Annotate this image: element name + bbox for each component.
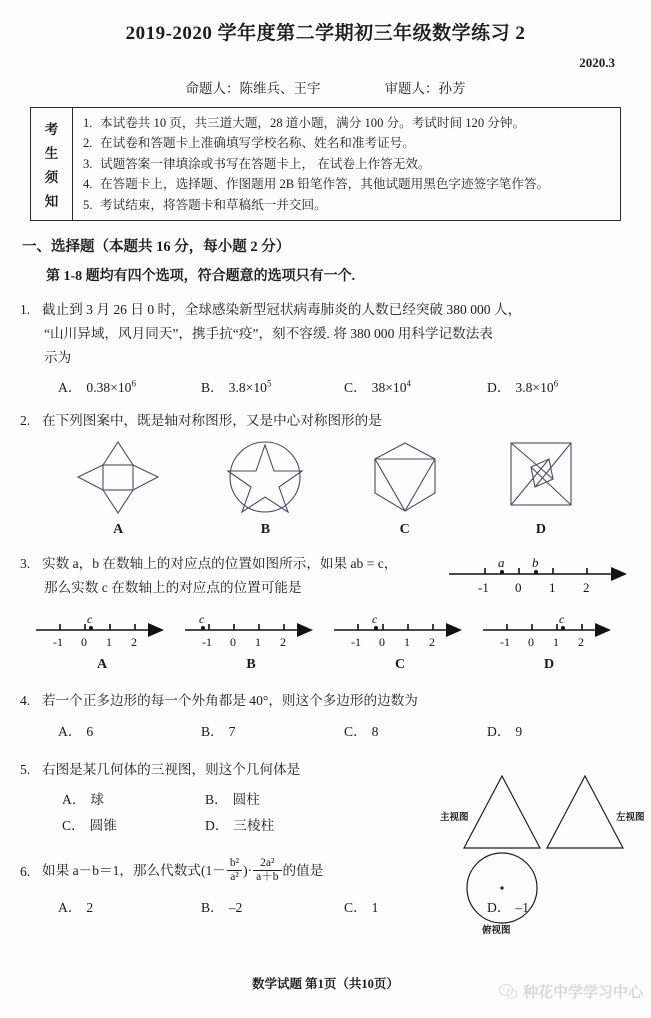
notice-item-number: 1.	[83, 116, 93, 130]
question-text-line: 示为	[44, 349, 72, 365]
numberline-icon	[181, 611, 321, 651]
option-a[interactable]	[32, 611, 172, 673]
notice-item-text: 本试卷共 10 页，共三道大题，28 道小题，满分 100 分。考试时间 120 分钟。	[100, 116, 526, 130]
notice-item	[83, 154, 612, 174]
notice-label-char: 须	[44, 169, 59, 185]
numberline-icon	[330, 611, 470, 651]
notice-item-text: 在答题卡上，选择题、作图题用 2B 铅笔作答，其他试题用黑色字迹签字笔作答。	[100, 177, 550, 192]
option-caption: B	[246, 657, 256, 673]
left-view-label: 左视图	[616, 812, 645, 823]
svg-text:2: 2	[280, 635, 286, 650]
question-text-line: 那么实数 c 在数轴上的对应点的位置可能是	[44, 579, 302, 595]
question-number: 3.	[20, 556, 31, 572]
question-1	[18, 298, 633, 396]
option-a[interactable]: A． 6	[58, 723, 94, 739]
fraction-one: $\frac{\text{b²}}{\text{a²}}$	[227, 857, 242, 885]
question-formula	[42, 858, 633, 886]
option-b[interactable]: B． –2	[201, 899, 243, 915]
question-text-line: 在下列图案中，既是轴对称图形，又是中心对称图形的是	[42, 413, 382, 429]
formula-prefix: 如果 a－b＝1，那么代数式	[42, 862, 201, 878]
option-a[interactable]: A． 2	[58, 899, 94, 915]
question-text-line: “山川异域，风月同天”，携手抗“疫”，刻不容缓. 将 380 000 用科学记数法表	[44, 325, 493, 341]
svg-text:2: 2	[578, 635, 584, 650]
question-text-line: 实数 a，b 在数轴上的对应点的位置如图所示，如果 ab = c，	[42, 556, 398, 572]
figure-option-d[interactable]	[501, 439, 581, 538]
question-number: 1.	[20, 301, 31, 317]
svg-text:c: c	[199, 612, 205, 627]
option-c[interactable]	[330, 611, 470, 673]
byline	[18, 77, 633, 97]
page-footer: 数学试题 第1页（共10页）	[252, 977, 399, 991]
notice-item-number: 2.	[83, 136, 93, 151]
svg-text:-1: -1	[53, 635, 63, 650]
question-3-options	[18, 611, 633, 673]
option-c[interactable]: C． 8	[344, 723, 379, 739]
front-view-label: 主视图	[440, 812, 469, 823]
figure-caption: A	[113, 522, 124, 538]
watermark-text: 种花中学学习中心	[522, 984, 643, 1001]
notice-item-number: 3.	[83, 156, 93, 171]
option-a[interactable]: A． $0.38\times 10^6$	[58, 378, 136, 396]
option-c[interactable]: C． $38\times 10^4$	[344, 378, 412, 396]
reviewer-label: 审题人：孙芳	[384, 81, 466, 96]
fraction-two: $\frac{\text{2a²}}{a+b}$	[253, 857, 281, 885]
notice-item	[83, 195, 612, 215]
numberline-ab-icon	[443, 554, 631, 596]
question-number: 6.	[20, 863, 31, 879]
pinwheel-square-icon	[501, 439, 581, 515]
top-view-label: 俯视图	[482, 925, 511, 935]
question-number: 5.	[20, 761, 31, 777]
option-d[interactable]: D． –1	[487, 899, 530, 915]
svg-text:1: 1	[553, 635, 559, 650]
svg-text:-1: -1	[478, 580, 489, 596]
notice-item-text: 考试结束，将答题卡和草稿纸一并交回。	[100, 197, 327, 212]
numberline-icon	[32, 611, 172, 651]
notice-label-char: 生	[44, 145, 59, 161]
option-d[interactable]	[479, 611, 619, 673]
option-d[interactable]: D． $3.8\times 10^6$	[487, 378, 559, 396]
svg-text:-1: -1	[351, 635, 361, 650]
given-numberline	[443, 554, 633, 601]
svg-text:c: c	[559, 612, 565, 627]
figure-option-a[interactable]	[70, 439, 166, 538]
figure-caption: C	[399, 522, 410, 538]
question-text-line: 若一个正多边形的每一个外角都是 40°，则这个多边形的边数为	[42, 693, 418, 709]
question-6-options	[58, 896, 633, 916]
svg-text:2: 2	[583, 580, 590, 596]
notice-item	[83, 174, 612, 194]
notice-item-number: 5.	[83, 197, 93, 212]
question-text-line: 右图是某几何体的三视图，则这个几何体是	[42, 761, 301, 777]
svg-text:b: b	[532, 555, 539, 571]
hexagon-with-diagonals-icon	[365, 439, 445, 515]
section-subheading: 第 1-8 题均有四个选项，符合题意的选项只有一个.	[46, 268, 356, 284]
option-caption: C	[394, 657, 406, 673]
svg-text:c: c	[372, 612, 378, 627]
figure-caption: D	[535, 522, 546, 538]
figure-caption: B	[260, 522, 271, 538]
option-b[interactable]: B． 7	[201, 723, 236, 739]
svg-text:1: 1	[106, 635, 112, 650]
option-d[interactable]: D． 9	[487, 723, 523, 739]
question-4-options	[58, 720, 633, 740]
svg-text:0: 0	[379, 635, 385, 650]
notice-label-char: 知	[44, 193, 59, 209]
svg-text:1: 1	[549, 580, 556, 596]
svg-text:-1: -1	[202, 635, 212, 650]
question-2-figures	[18, 439, 633, 538]
question-6	[18, 858, 633, 916]
notice-item-text: 试题答案一律填涂或书写在答题卡上， 在试卷上作答无效。	[100, 156, 431, 171]
svg-text:1: 1	[255, 635, 261, 650]
exam-page	[0, 18, 651, 1018]
svg-text:0: 0	[515, 580, 522, 596]
svg-text:2: 2	[131, 635, 137, 650]
question-3	[18, 552, 633, 673]
option-a[interactable]: A． 球	[62, 791, 105, 807]
question-number: 2.	[20, 413, 31, 429]
notice-item	[83, 113, 612, 133]
formula-open: (1－	[200, 862, 226, 878]
figure-option-c[interactable]	[365, 439, 445, 538]
wechat-icon	[499, 983, 518, 1000]
option-c[interactable]: C． 1	[344, 899, 379, 915]
author-label: 命题人：陈维兵、王宇	[185, 81, 321, 96]
notice-item	[83, 133, 612, 153]
option-d[interactable]: D． 三棱柱	[205, 817, 275, 833]
watermark	[499, 981, 643, 1002]
question-4	[18, 689, 633, 740]
question-1-options	[58, 376, 633, 396]
svg-text:a: a	[498, 555, 505, 571]
option-b[interactable]: B． $3.8\times 10^5$	[201, 378, 272, 396]
candidate-notice-box	[30, 107, 621, 221]
option-b[interactable]	[181, 611, 321, 673]
svg-text:1: 1	[404, 635, 410, 650]
svg-text:2: 2	[429, 635, 435, 650]
exam-date: 2020.3	[579, 55, 615, 70]
question-text-line: 截止到 3 月 26 日 0 时，全球感染新型冠状病毒肺炎的人数已经突破 380 000 人，	[42, 301, 522, 317]
notice-item-text: 在试卷和答题卡上准确填写学校名称、姓名和准考证号。	[100, 136, 415, 151]
notice-label-column	[31, 108, 73, 220]
notice-label-char: 考	[44, 121, 59, 137]
svg-text:c: c	[87, 612, 93, 627]
svg-text:-1: -1	[500, 635, 510, 650]
svg-text:0: 0	[230, 635, 236, 650]
formula-mid: )·	[243, 862, 253, 878]
page-title: 2019-2020 学年度第二学期初三年级数学练习 2	[125, 23, 526, 44]
option-c[interactable]: C． 圆锥	[62, 817, 117, 833]
square-with-four-triangles-icon	[70, 439, 166, 515]
star-in-circle-icon	[222, 439, 308, 515]
option-b[interactable]: B． 圆柱	[205, 791, 260, 807]
option-caption: A	[96, 657, 108, 673]
question-number: 4.	[20, 693, 31, 709]
formula-suffix: 的值是	[282, 862, 324, 878]
svg-text:0: 0	[81, 635, 87, 650]
question-2	[18, 409, 633, 538]
notice-body	[73, 108, 620, 220]
option-caption: D	[543, 657, 555, 673]
notice-item-number: 4.	[83, 177, 93, 192]
numberline-icon	[479, 611, 619, 651]
svg-text:0: 0	[528, 635, 534, 650]
figure-option-b[interactable]	[222, 439, 308, 538]
section-heading: 一、选择题（本题共 16 分，每小题 2 分）	[22, 238, 291, 255]
